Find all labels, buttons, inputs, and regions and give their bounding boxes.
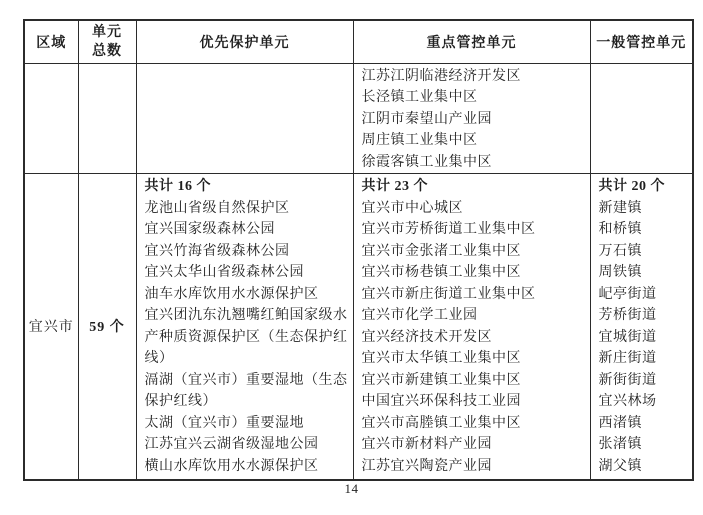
priority-units-list: [145, 198, 348, 478]
unit-item: 江苏宜兴陶瓷产业园: [361, 458, 492, 474]
unit-item: 宜兴市新材料产业园: [361, 437, 492, 452]
unit-item: 宜兴市高塍镇工业集中区: [361, 415, 521, 431]
header-general-control-units-label: 一般管控单元: [596, 35, 687, 51]
unit-item: 江阴市秦望山产业园: [361, 111, 492, 127]
unit-item: 宜兴市金张渚工业集中区: [361, 243, 521, 259]
unit-item: 宜兴国家级森林公园: [144, 222, 275, 237]
region-cell: [24, 174, 78, 480]
header-general-control-units: [590, 20, 693, 63]
header-region: [24, 20, 78, 63]
key-units-cell-carryover: [353, 63, 590, 174]
unit-item: 张渚镇: [598, 437, 642, 452]
unit-item: 湖父镇: [598, 458, 642, 474]
table-row-carryover: [24, 63, 693, 174]
unit-total-cell-empty: [78, 63, 136, 174]
unit-item: 宜兴太华山省级森林公园: [144, 265, 304, 280]
unit-item: 新街街道: [598, 372, 657, 388]
unit-item: 滆湖（宜兴市）重要湿地（生态保护红线）: [144, 372, 348, 409]
unit-item: 周庄镇工业集中区: [361, 133, 478, 148]
unit-item: 周铁镇: [598, 265, 642, 280]
unit-item: 万石镇: [598, 243, 642, 259]
header-key-control-units: [353, 20, 590, 63]
unit-item: 宜兴市太华镇工业集中区: [361, 351, 521, 366]
unit-total-cell: [78, 174, 136, 480]
zoning-units-table: [23, 19, 694, 481]
unit-item: 龙池山省级自然保护区: [144, 200, 290, 216]
header-key-control-units-label: 重点管控单元: [426, 35, 517, 51]
key-units-cell: [353, 174, 590, 480]
header-priority-units-label: 优先保护单元: [199, 35, 290, 51]
unit-item: 太湖（宜兴市）重要湿地: [144, 415, 304, 431]
page-number: 14: [344, 481, 359, 496]
unit-item: 西渚镇: [598, 415, 642, 431]
unit-item: 宜兴市杨巷镇工业集中区: [361, 265, 521, 280]
unit-item: 中国宜兴环保科技工业园: [361, 394, 521, 409]
key-count: 共计 23 个: [361, 179, 428, 194]
general-units-cell-empty: [590, 63, 693, 174]
unit-item: 宜兴市新建镇工业集中区: [361, 372, 521, 388]
priority-count: 共计 16 个: [144, 179, 211, 194]
unit-item: 横山水库饮用水水源保护区: [144, 458, 319, 474]
unit-item: 屺亭街道: [598, 286, 657, 302]
unit-item: 长泾镇工业集中区: [361, 90, 478, 105]
header-unit-total-label: 单元总数: [92, 24, 122, 59]
unit-item: 宜兴市中心城区: [361, 200, 463, 216]
unit-item: 宜兴经济技术开发区: [361, 329, 492, 345]
general-units-list: [599, 198, 688, 478]
unit-item: 宜兴林场: [598, 394, 657, 409]
header-priority-units: [136, 20, 353, 63]
table-header-row: [24, 20, 693, 63]
unit-item: 宜兴市新庄街道工业集中区: [361, 286, 536, 302]
priority-units-cell-empty: [136, 63, 353, 174]
unit-total-value: 59 个: [89, 320, 125, 336]
unit-item: 油车水库饮用水水源保护区: [144, 286, 319, 302]
region-label: 宜兴市: [28, 320, 74, 336]
unit-item: 芳桥街道: [598, 308, 657, 323]
priority-units-cell: [136, 174, 353, 480]
key-units-list: [354, 64, 590, 174]
region-cell-empty: [24, 63, 78, 174]
general-count: 共计 20 个: [598, 179, 665, 194]
header-region-label: 区域: [36, 35, 67, 51]
unit-item: 江苏宜兴云湖省级湿地公园: [144, 437, 319, 452]
unit-item: 和桥镇: [598, 222, 642, 237]
table-row-yixing: [24, 174, 693, 480]
unit-item: 徐霞客镇工业集中区: [361, 154, 492, 170]
header-unit-total: [78, 20, 136, 63]
key-units-list: [362, 198, 585, 478]
unit-item: 宜兴市化学工业园: [361, 308, 478, 323]
unit-item: 宜兴市芳桥街道工业集中区: [361, 222, 536, 237]
unit-item: 江苏江阴临港经济开发区: [361, 68, 521, 84]
unit-item: 新庄街道: [598, 351, 657, 366]
unit-item: 宜城街道: [598, 329, 657, 345]
unit-item: 宜兴竹海省级森林公园: [144, 243, 290, 259]
general-units-cell: [590, 174, 693, 480]
unit-item: 新建镇: [598, 200, 642, 216]
unit-item: 宜兴团氿东氿翘嘴红鲌国家级水产种质资源保护区（生态保护红线）: [144, 308, 348, 366]
